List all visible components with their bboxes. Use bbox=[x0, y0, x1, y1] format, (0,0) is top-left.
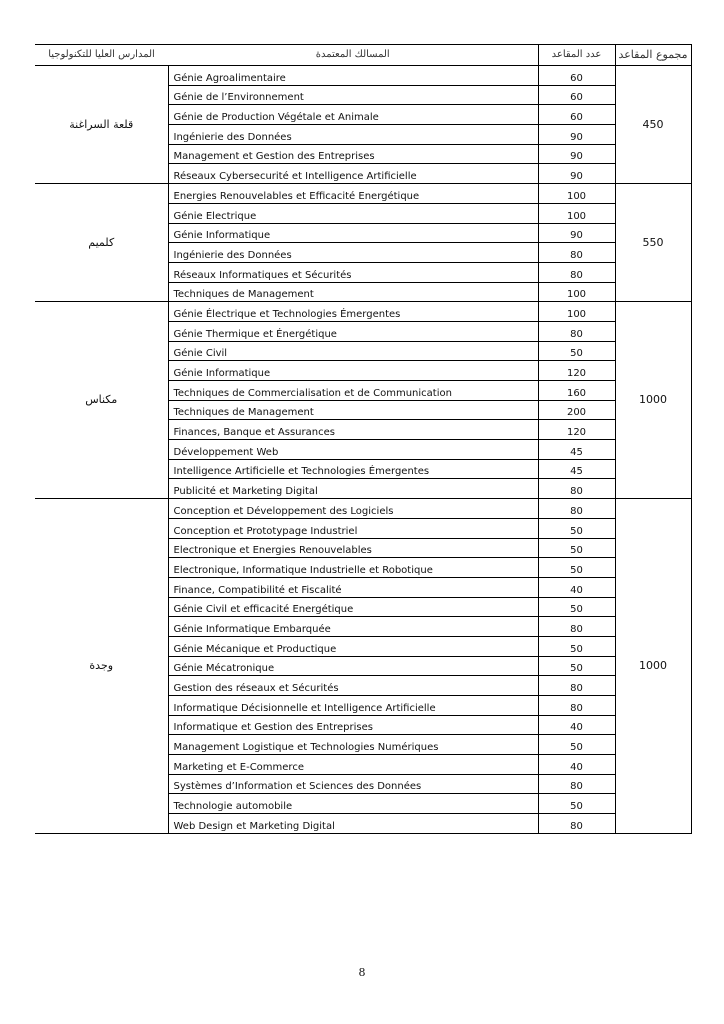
table-row bbox=[35, 302, 691, 322]
program-seats: 80 bbox=[538, 676, 615, 696]
school-total-seats: 1000 bbox=[615, 499, 691, 834]
header-total-seats: مجموع المقاعد bbox=[615, 45, 691, 66]
program-name: Technologie automobile bbox=[168, 794, 538, 814]
table-row bbox=[35, 499, 691, 519]
program-name: Réseaux Cybersecurité et Intelligence Artificielle bbox=[168, 164, 538, 184]
program-seats: 80 bbox=[538, 696, 615, 716]
program-name: Web Design et Marketing Digital bbox=[168, 814, 538, 834]
program-seats: 100 bbox=[538, 203, 615, 223]
school-total-seats: 450 bbox=[615, 66, 691, 184]
program-seats: 90 bbox=[538, 125, 615, 145]
program-name: Génie de l’Environnement bbox=[168, 85, 538, 105]
program-seats: 45 bbox=[538, 459, 615, 479]
table-row bbox=[35, 66, 691, 86]
program-seats: 40 bbox=[538, 577, 615, 597]
seats-table bbox=[35, 44, 692, 834]
header-seats: عدد المقاعد bbox=[538, 45, 615, 66]
program-name: Finances, Banque et Assurances bbox=[168, 420, 538, 440]
school-total-seats: 550 bbox=[615, 184, 691, 302]
school-total-seats: 1000 bbox=[615, 302, 691, 499]
program-seats: 100 bbox=[538, 282, 615, 302]
page-number: 8 bbox=[358, 966, 366, 979]
program-seats: 120 bbox=[538, 420, 615, 440]
program-seats: 40 bbox=[538, 715, 615, 735]
program-seats: 160 bbox=[538, 381, 615, 401]
program-name: Génie de Production Végétale et Animale bbox=[168, 105, 538, 125]
program-seats: 50 bbox=[538, 558, 615, 578]
program-name: Génie Informatique bbox=[168, 223, 538, 243]
program-name: Marketing et E-Commerce bbox=[168, 755, 538, 775]
program-seats: 50 bbox=[538, 794, 615, 814]
program-seats: 80 bbox=[538, 243, 615, 263]
program-name: Intelligence Artificielle et Technologies Émergentes bbox=[168, 459, 538, 479]
program-seats: 50 bbox=[538, 735, 615, 755]
program-seats: 80 bbox=[538, 774, 615, 794]
program-name: Systèmes d’Information et Sciences des Données bbox=[168, 774, 538, 794]
program-name: Electronique, Informatique Industrielle et Robotique bbox=[168, 558, 538, 578]
program-name: Réseaux Informatiques et Sécurités bbox=[168, 262, 538, 282]
program-name: Génie Informatique Embarquée bbox=[168, 617, 538, 637]
program-name: Développement Web bbox=[168, 440, 538, 460]
table-header-row bbox=[35, 45, 691, 66]
program-seats: 80 bbox=[538, 479, 615, 499]
program-seats: 50 bbox=[538, 597, 615, 617]
program-name: Génie Électrique et Technologies Émergentes bbox=[168, 302, 538, 322]
program-name: Conception et Développement des Logiciels bbox=[168, 499, 538, 519]
program-name: Génie Civil bbox=[168, 341, 538, 361]
program-name: Génie Electrique bbox=[168, 203, 538, 223]
program-name: Gestion des réseaux et Sécurités bbox=[168, 676, 538, 696]
program-name: Techniques de Commercialisation et de Communication bbox=[168, 381, 538, 401]
program-seats: 40 bbox=[538, 755, 615, 775]
program-seats: 80 bbox=[538, 321, 615, 341]
school-name: وجدة bbox=[35, 499, 168, 834]
school-name: قلعة السراغنة bbox=[35, 66, 168, 184]
program-seats: 120 bbox=[538, 361, 615, 381]
program-seats: 90 bbox=[538, 164, 615, 184]
program-seats: 100 bbox=[538, 302, 615, 322]
program-name: Conception et Prototypage Industriel bbox=[168, 518, 538, 538]
program-seats: 50 bbox=[538, 636, 615, 656]
program-name: Ingénierie des Données bbox=[168, 243, 538, 263]
table-row bbox=[35, 184, 691, 204]
program-seats: 90 bbox=[538, 223, 615, 243]
program-seats: 50 bbox=[538, 538, 615, 558]
program-name: Génie Mécatronique bbox=[168, 656, 538, 676]
program-name: Ingénierie des Données bbox=[168, 125, 538, 145]
program-seats: 60 bbox=[538, 85, 615, 105]
program-seats: 80 bbox=[538, 262, 615, 282]
program-name: Génie Mécanique et Productique bbox=[168, 636, 538, 656]
program-seats: 50 bbox=[538, 656, 615, 676]
program-seats: 100 bbox=[538, 184, 615, 204]
school-name: كلميم bbox=[35, 184, 168, 302]
program-seats: 50 bbox=[538, 341, 615, 361]
program-name: Finance, Compatibilité et Fiscalité bbox=[168, 577, 538, 597]
program-seats: 60 bbox=[538, 105, 615, 125]
header-programs: المسالك المعتمدة bbox=[168, 45, 538, 66]
program-seats: 90 bbox=[538, 144, 615, 164]
program-name: Techniques de Management bbox=[168, 282, 538, 302]
program-name: Informatique Décisionnelle et Intelligence Artificielle bbox=[168, 696, 538, 716]
program-name: Energies Renouvelables et Efficacité Energétique bbox=[168, 184, 538, 204]
program-seats: 200 bbox=[538, 400, 615, 420]
program-name: Techniques de Management bbox=[168, 400, 538, 420]
program-seats: 80 bbox=[538, 499, 615, 519]
program-name: Electronique et Energies Renouvelables bbox=[168, 538, 538, 558]
program-name: Génie Informatique bbox=[168, 361, 538, 381]
school-name: مكناس bbox=[35, 302, 168, 499]
program-seats: 45 bbox=[538, 440, 615, 460]
program-seats: 50 bbox=[538, 518, 615, 538]
program-name: Management et Gestion des Entreprises bbox=[168, 144, 538, 164]
program-name: Publicité et Marketing Digital bbox=[168, 479, 538, 499]
program-name: Génie Civil et efficacité Energétique bbox=[168, 597, 538, 617]
program-seats: 80 bbox=[538, 617, 615, 637]
program-name: Génie Thermique et Énergétique bbox=[168, 321, 538, 341]
program-seats: 80 bbox=[538, 814, 615, 834]
header-schools: المدارس العليا للتكنولوجيا bbox=[35, 45, 168, 66]
program-seats: 60 bbox=[538, 66, 615, 86]
program-name: Informatique et Gestion des Entreprises bbox=[168, 715, 538, 735]
program-name: Management Logistique et Technologies Numériques bbox=[168, 735, 538, 755]
program-name: Génie Agroalimentaire bbox=[168, 66, 538, 86]
